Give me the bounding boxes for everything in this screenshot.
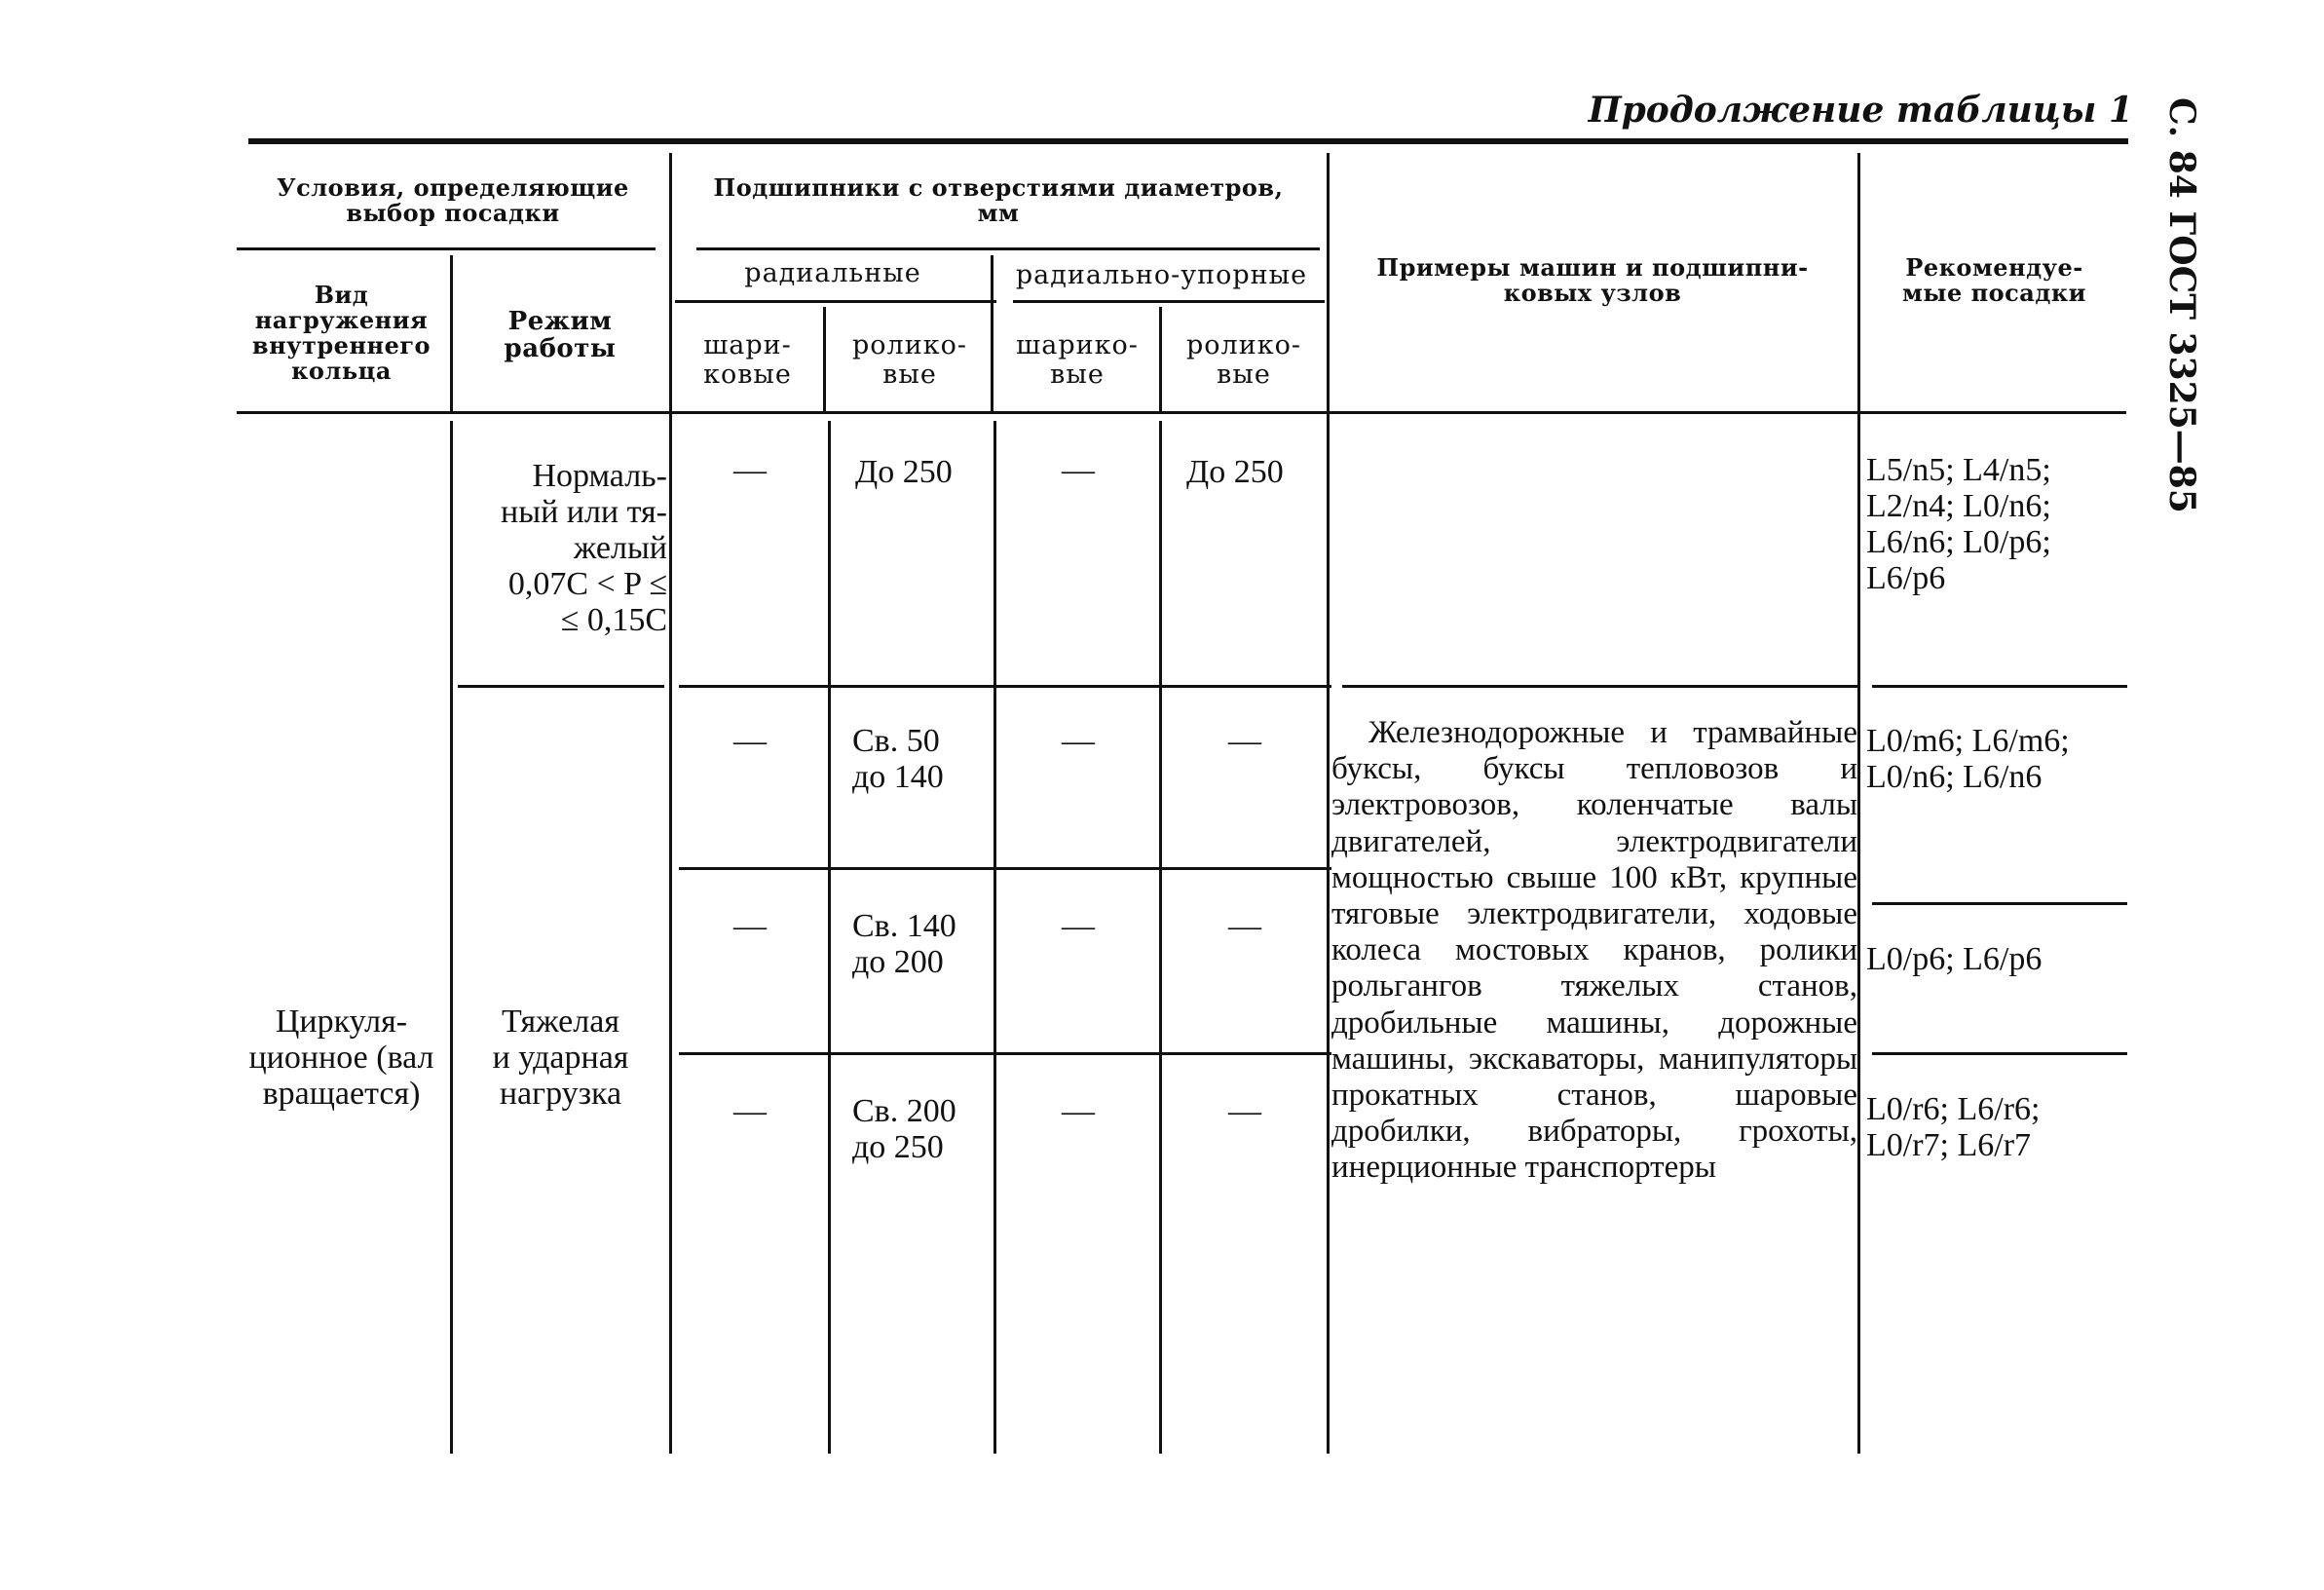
cell-load-type: Циркуля- ционное (вал вращается)	[248, 1003, 434, 1112]
cell-row1-ball-thrust: —	[1062, 452, 1095, 488]
rule-row1-mode	[458, 685, 664, 688]
cell-row4-roller-radial: Св. 200 до 250	[852, 1093, 956, 1165]
header-radial-thrust: радиально-упорные	[1015, 260, 1308, 290]
cell-row3-ball-thrust: —	[1062, 908, 1095, 944]
header-bearings-diameters: Подшипники с отверстиями диаметров, мм	[713, 173, 1284, 227]
cell-row3-roller-radial: Св. 140 до 200	[852, 908, 956, 980]
rule-conditions-under	[237, 247, 656, 250]
rule-row3-cols	[679, 1052, 1331, 1055]
header-examples: Примеры машин и подшипни- ковых узлов	[1376, 253, 1809, 307]
header-roller-thrust: ролико- вые	[1186, 330, 1301, 390]
vrule-ball-roller-radial-body	[828, 421, 831, 1454]
rule-row2-fits	[1872, 902, 2127, 905]
table-caption: Продолжение таблицы 1	[1588, 90, 2133, 131]
cell-row3-fits: L0/p6; L6/p6	[1866, 941, 2043, 977]
header-fits: Рекомендуе- мые посадки	[1902, 253, 2086, 307]
cell-row4-roller-thrust: —	[1228, 1093, 1261, 1129]
cell-row1-ball-radial: —	[733, 452, 767, 488]
cell-row1-roller-radial: До 250	[855, 454, 953, 490]
cell-row1-roller-thrust: До 250	[1186, 454, 1284, 490]
rule-row3-fits	[1872, 1052, 2127, 1055]
cell-row1-fits: L5/n5; L4/n5; L2/n4; L0/n6; L6/n6; L0/p6; L6/p6	[1866, 452, 2051, 596]
header-roller-radial: ролико- вые	[852, 330, 967, 390]
cell-row1-mode: Нормаль- ный или тя- желый 0,07C < P ≤ ≤ 0,15C	[501, 458, 667, 638]
rule-row2-cols	[679, 867, 1331, 870]
cell-row2-ball-thrust: —	[1062, 723, 1095, 759]
header-mode: Режим работы	[504, 307, 617, 363]
vrule-examples-fits	[1857, 153, 1860, 1454]
rule-radial-under	[675, 300, 996, 303]
header-ball-radial: шари- ковые	[703, 330, 792, 390]
cell-row3-roller-thrust: —	[1228, 908, 1261, 944]
header-radial: радиальные	[744, 258, 921, 288]
rule-row1-cols	[679, 685, 1331, 688]
rule-bearings-under	[696, 247, 1320, 250]
cell-heavy-mode: Тяжелая и ударная нагрузка	[492, 1003, 629, 1112]
cell-examples: Железнодорожные и трамвайные буксы, буксы тепловозов и электровозов, коленчатые валы двигателей, электродвигатели мощностью свыше 100 кВт, крупные тяговые электродвигатели, ходовые колеса мостовых кранов, ролики рольгангов тяжелых станов, дробильные машины, дорожные машины, экскаваторы, манипуляторы прокатных станов, шаровые дробилки, вибраторы, грохоты, инерционные транспортеры	[1331, 715, 1857, 1186]
rule-thrust-under	[1013, 300, 1325, 303]
cell-row4-ball-radial: —	[733, 1093, 767, 1129]
page-side-header: С. 84 ГОСТ 3325—85	[2161, 97, 2202, 513]
cell-row2-fits: L0/m6; L6/m6; L0/n6; L6/n6	[1866, 723, 2070, 795]
rule-row1-fits	[1872, 685, 2127, 688]
cell-row2-roller-radial: Св. 50 до 140	[852, 723, 944, 795]
vrule-load-mode	[450, 255, 453, 411]
header-ball-thrust: шарико- вые	[1016, 330, 1139, 390]
cell-row3-ball-radial: —	[733, 908, 767, 944]
header-bottom-rule	[237, 411, 2126, 414]
header-load-type: Вид нагружения внутреннего кольца	[251, 281, 431, 385]
header-conditions: Условия, определяющие выбор посадки	[277, 173, 629, 227]
vrule-bearings-examples	[1327, 153, 1330, 1454]
cell-row2-roller-thrust: —	[1228, 723, 1261, 759]
vrule-load-mode-body	[450, 421, 453, 1454]
vrule-ball-roller-radial	[823, 307, 826, 411]
cell-row4-fits: L0/r6; L6/r6; L0/r7; L6/r7	[1866, 1091, 2041, 1163]
table-top-rule	[248, 138, 2128, 144]
cell-row4-ball-thrust: —	[1062, 1093, 1095, 1129]
cell-row2-ball-radial: —	[733, 723, 767, 759]
rule-row1-examples	[1342, 685, 1858, 688]
